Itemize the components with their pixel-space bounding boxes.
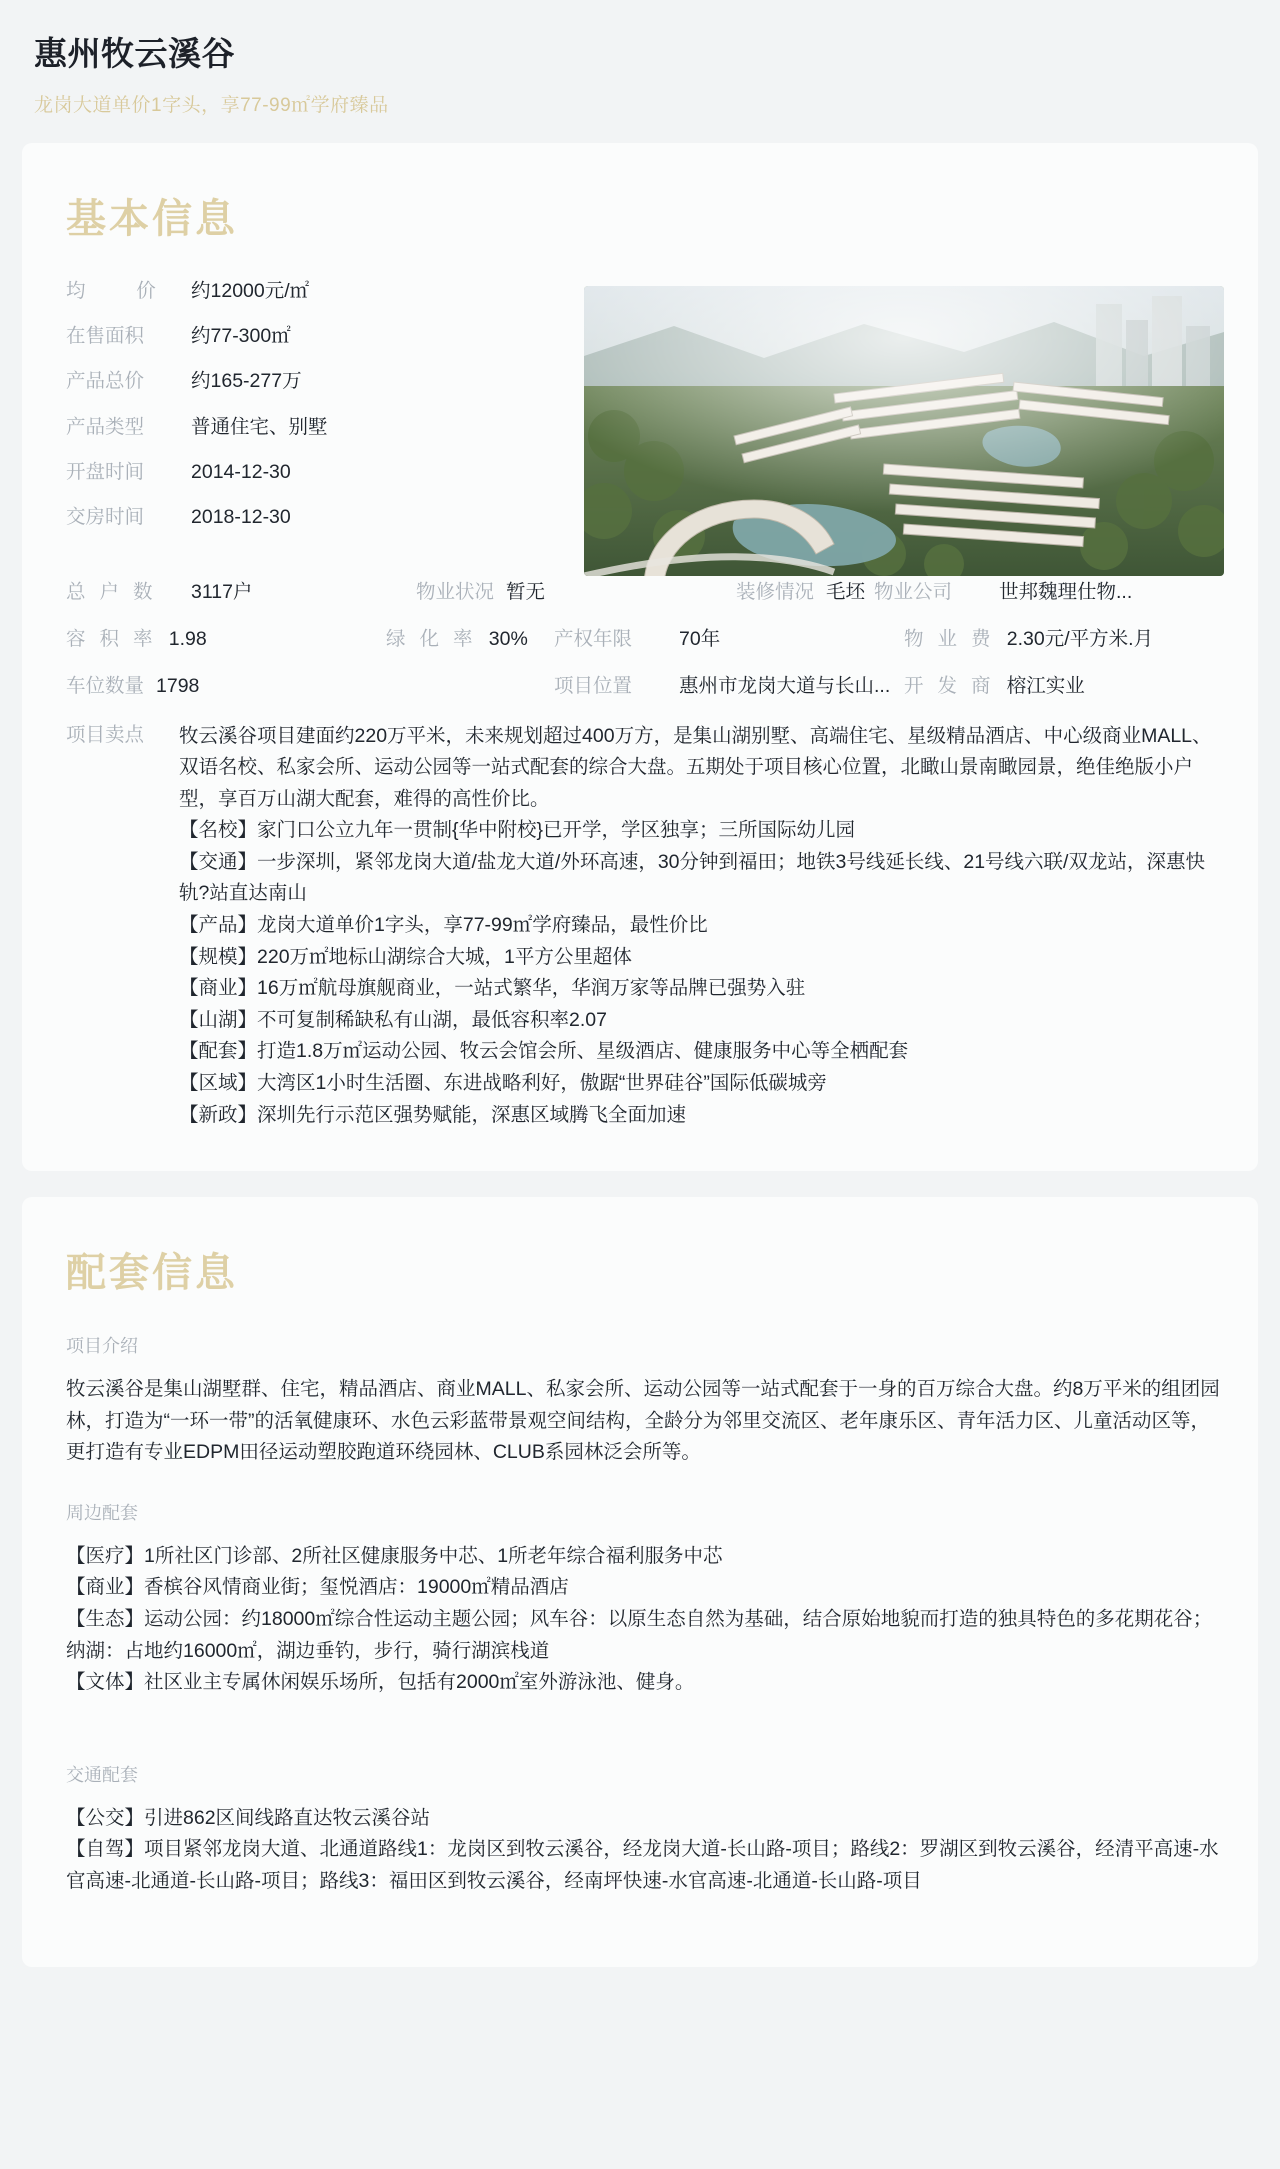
facility-info-title: 配套信息 [66, 1251, 238, 1296]
info-label-property-company: 物业公司 [874, 580, 953, 603]
page-header [0, 0, 1280, 143]
info-row-total-price [66, 368, 536, 394]
info-label-green-ratio: 绿 化 率 [386, 627, 477, 650]
info-value-area: 约77-300㎡ [191, 324, 291, 347]
around-facility-line: 【医疗】1所社区门诊部、2所社区健康服务中芯、1所老年综合福利服务中芯 [66, 1544, 723, 1567]
selling-point-item: 牧云溪谷项目建面约220万平米，未来规划超过400万方，是集山湖别墅、高端住宅、星级精品酒店、中心级商业MALL、双语名校、私家会所、运动公园等一站式配套的综合大盘。五期处于项目核心位置，北瞰山景南瞰园景，绝佳绝版小户型，享百万山湖大配套，难得的高性价比。 [179, 724, 1212, 810]
selling-point-item: 【名校】家门口公立九年一贯制{华中附校}已开学，学区独享；三所国际幼儿园 [179, 819, 856, 842]
info-label-developer: 开 发 商 [904, 674, 995, 697]
info-row-household-count [66, 576, 416, 604]
info-value-location: 惠州市龙岗大道与长山... [679, 674, 891, 697]
page-subtitle: 龙岗大道单价1字头，享77-99㎡学府臻品 [34, 94, 389, 116]
info-row-property-status [416, 576, 736, 604]
selling-points-row [56, 721, 1224, 1132]
project-intro-label: 项目介绍 [66, 1336, 138, 1357]
info-row-location [554, 670, 904, 698]
project-aerial-photo-graphic [584, 286, 1224, 576]
info-value-parking-count: 1798 [156, 674, 200, 697]
info-row-area [66, 323, 536, 349]
around-facility-line: 【文体】社区业主专属休闲娱乐场所，包括有2000㎡室外游泳池、健身。 [66, 1671, 695, 1694]
traffic-facility-text [66, 1803, 1224, 1898]
basic-info-card [22, 143, 1258, 1172]
info-value-property-company: 世邦魏理仕物... [999, 580, 1133, 603]
info-value-plot-ratio: 1.98 [168, 627, 207, 650]
info-value-household-count: 3117户 [191, 580, 253, 603]
basic-info-left-column [56, 278, 536, 550]
info-label-property-fee: 物 业 费 [904, 627, 995, 650]
basic-info-grid [56, 576, 1224, 717]
around-facility-line: 【商业】香槟谷风情商业街；玺悦酒店：19000㎡精品酒店 [66, 1576, 569, 1599]
traffic-facility-label: 交通配套 [66, 1764, 138, 1785]
info-label-delivery-date: 交房时间 [66, 506, 145, 529]
info-row-delivery-date [66, 504, 536, 530]
info-value-developer: 榕江实业 [1006, 674, 1085, 697]
info-row-plot-ratio [66, 623, 386, 651]
selling-point-item: 【交通】一步深圳，紧邻龙岗大道/盐龙大道/外环高速，30分钟到福田；地铁3号线延长线、21号线六联/双龙站，深惠快轨?站直达南山 [179, 850, 1205, 905]
basic-info-top [56, 278, 1224, 576]
section-divider-gap [56, 1729, 1224, 1755]
selling-point-item: 【规模】220万㎡地标山湖综合大城，1平方公里超体 [179, 945, 632, 968]
around-facility-line: 【生态】运动公园：约18000㎡综合性运动主题公园；风车谷：以原生态自然为基础，结合原始地貌而打造的独具特色的多花期花谷；纳湖：占地约16000㎡，湖边垂钓，步行，骑行湖滨栈道 [66, 1608, 1213, 1662]
info-label-price: 均 价 [66, 279, 160, 302]
project-aerial-photo [584, 286, 1224, 576]
info-row-developer [904, 670, 1224, 698]
info-label-property-rights: 产权年限 [554, 627, 633, 650]
info-value-decoration: 毛坯 [826, 580, 866, 603]
info-row-price [66, 278, 536, 304]
info-label-area: 在售面积 [66, 324, 145, 347]
info-row-product-type [66, 414, 536, 440]
info-row-parking-count [66, 670, 554, 698]
info-label-plot-ratio: 容 积 率 [66, 627, 157, 650]
info-value-property-rights: 70年 [679, 627, 721, 650]
info-value-price: 约12000元/㎡ [191, 279, 310, 302]
info-row-open-date [66, 459, 536, 485]
info-label-open-date: 开盘时间 [66, 460, 145, 483]
info-value-property-status: 暂无 [506, 580, 546, 603]
info-label-household-count: 总 户 数 [66, 580, 157, 603]
info-row-green-ratio [386, 623, 554, 651]
selling-points-label: 项目卖点 [66, 723, 145, 746]
info-value-total-price: 约165-277万 [191, 370, 302, 393]
page-title: 惠州牧云溪谷 [34, 35, 235, 72]
info-value-green-ratio: 30% [488, 627, 528, 650]
info-value-open-date: 2014-12-30 [191, 460, 291, 483]
around-facility-text [66, 1541, 1224, 1699]
traffic-facility-line: 【公交】引进862区间线路直达牧云溪谷站 [66, 1806, 431, 1829]
info-label-location: 项目位置 [554, 674, 633, 697]
info-value-product-type: 普通住宅、别墅 [191, 415, 328, 438]
info-label-parking-count: 车位数量 [66, 674, 145, 697]
facility-info-card [22, 1197, 1258, 1967]
info-row-decoration [736, 576, 874, 604]
info-label-decoration: 装修情况 [736, 580, 815, 603]
info-value-property-fee: 2.30元/平方米.月 [1006, 627, 1154, 650]
info-row-property-company [874, 576, 1224, 604]
info-value-delivery-date: 2018-12-30 [191, 506, 291, 529]
selling-point-item: 【山湖】不可复制稀缺私有山湖，最低容积率2.07 [179, 1008, 607, 1031]
info-row-property-rights [554, 623, 904, 651]
info-label-total-price: 产品总价 [66, 370, 145, 393]
selling-point-item: 【配套】打造1.8万㎡运动公园、牧云会馆会所、星级酒店、健康服务中心等全栖配套 [179, 1040, 909, 1063]
basic-info-title: 基本信息 [66, 196, 238, 241]
project-intro-text: 牧云溪谷是集山湖墅群、住宅，精品酒店、商业MALL、私家会所、运动公园等一站式配套于一身的百万综合大盘。约8万平米的组团园林，打造为“一环一带”的活氧健康环、水色云彩蓝带景观空间结构，全龄分为邻里交流区、老年康乐区、青年活力区、儿童活动区等，更打造有专业EDPM田径运动塑胶跑道环绕园林、CLUB系园林泛会所等。 [66, 1378, 1220, 1464]
selling-point-item: 【产品】龙岗大道单价1字头，享77-99㎡学府臻品，最性价比 [179, 914, 708, 937]
selling-point-item: 【新政】深圳先行示范区强势赋能，深惠区域腾飞全面加速 [179, 1103, 687, 1126]
selling-point-item: 【商业】16万㎡航母旗舰商业，一站式繁华，华润万家等品牌已强势入驻 [179, 977, 806, 1000]
around-facility-label: 周边配套 [66, 1502, 138, 1523]
info-label-property-status: 物业状况 [416, 580, 495, 603]
info-row-property-fee [904, 623, 1224, 651]
selling-points-body [179, 721, 1224, 1132]
info-label-product-type: 产品类型 [66, 415, 145, 438]
traffic-facility-line: 【自驾】项目紧邻龙岗大道、北通道路线1：龙岗区到牧云溪谷，经龙岗大道-长山路-项目；路线2：罗湖区到牧云溪谷，经清平高速-水官高速-北通道-长山路-项目；路线3：福田区到牧云溪谷，经南坪快速-水官高速-北通道-长山路-项目 [66, 1838, 1219, 1892]
selling-point-item: 【区域】大湾区1小时生活圈、东进战略利好，傲踞“世界硅谷”国际低碳城旁 [179, 1071, 827, 1094]
project-photo-wrap [584, 278, 1224, 576]
